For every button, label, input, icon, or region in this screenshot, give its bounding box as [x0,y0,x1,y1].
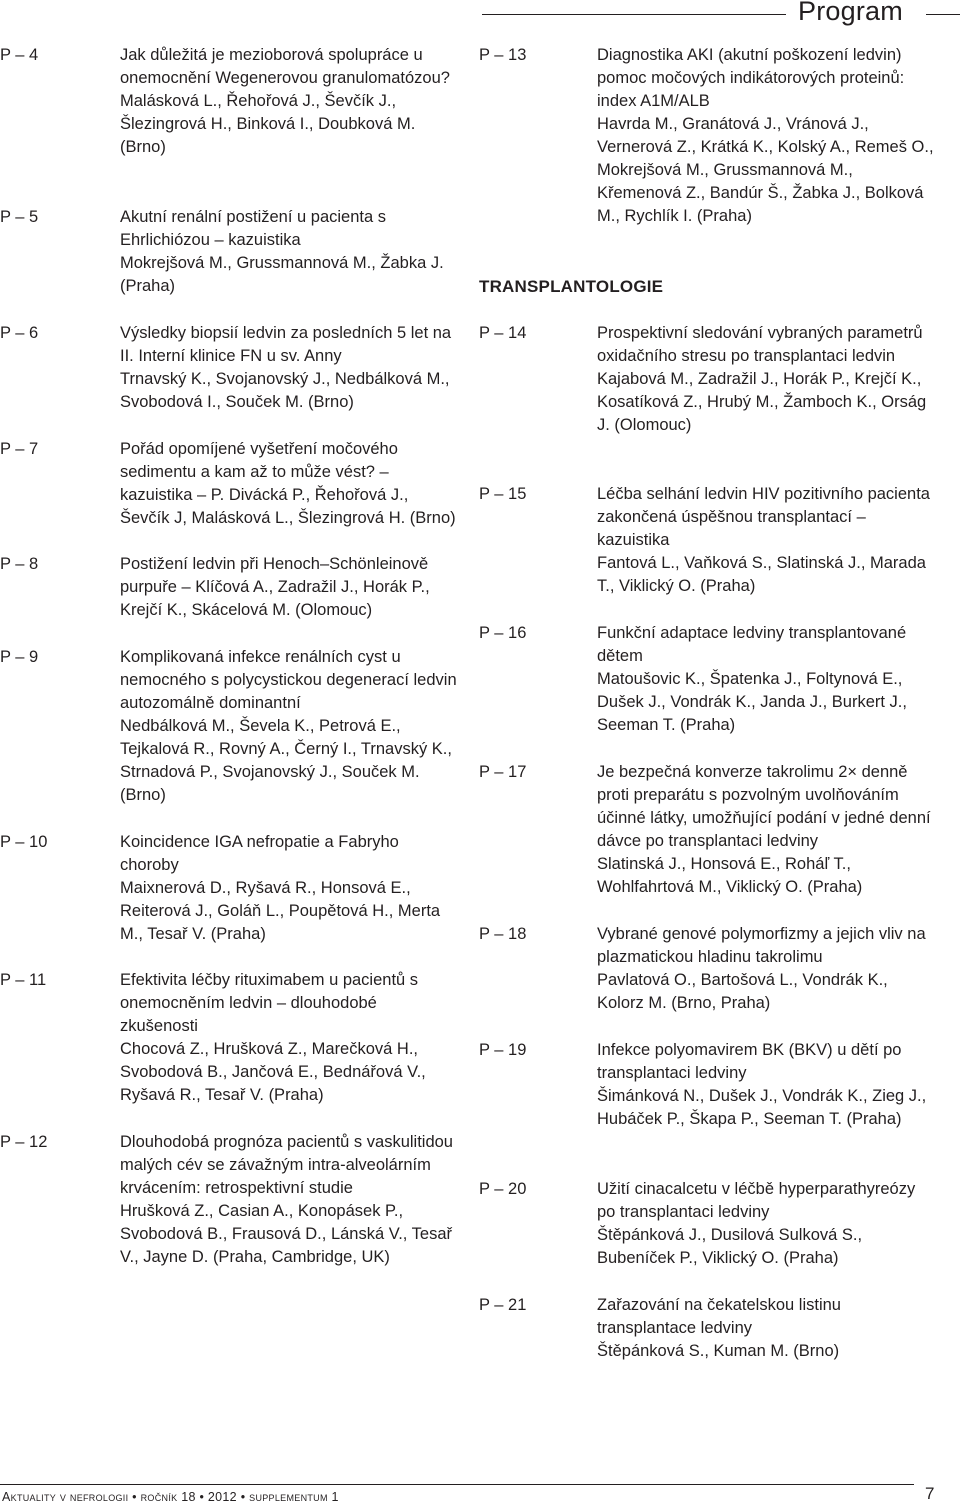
entry-title: Funkční adaptace ledviny transplantované dětem [597,624,907,665]
entry-title: Efektivita léčby rituximabem u pacientů s onemocněním ledvin – dlouhodobé zkušenosti [120,971,419,1035]
entry-title: Diagnostika AKI (akutní poškození ledvin) pomoc močových indikátorových proteinů: index A1M/ALB [597,46,905,110]
section-heading: TRANSPLANTOLOGIE [479,277,664,296]
entry-code: P – 21 [479,1296,527,1314]
entry-code: P – 12 [0,1133,48,1151]
program-entry [479,622,949,737]
left-column-p12 [0,1131,470,1269]
entry-title: Léčba selhání ledvin HIV pozitivního pacienta zakončená úspěšnou transplantací – kazuistika [597,485,930,549]
entry-code: P – 17 [479,763,527,781]
entry-authors: Nedbálková M., Ševela K., Petrová E., Tejkalová R., Rovný A., Černý I., Trnavský K., Strnadová P., Svojanovský J., Souček M. (Brno) [120,717,452,804]
right-column-p14 [479,322,949,437]
page-footer [2,1484,942,1506]
program-entry [479,761,949,899]
entry-code: P – 8 [0,555,39,573]
entry-title: Zařazování na čekatelskou listinu transplantace ledviny [597,1296,841,1337]
right-column-p17 [479,761,949,899]
program-entry [0,553,470,622]
entry-authors: Kajabová M., Zadražil J., Horák P., Krejčí K., Kosatíková Z., Hrubý M., Žamboch K., Orság J. (Olomouc) [597,370,927,434]
entry-code: P – 13 [479,46,527,64]
section-heading-block [479,275,949,298]
entry-code: P – 15 [479,485,527,503]
entry-authors: Maixnerová D., Ryšavá R., Honsová E., Reiterová J., Goláň L., Poupětová H., Merta M., Tesař V. (Praha) [120,879,441,943]
entry-title: Infekce polyomavirem BK (BKV) u dětí po transplantaci ledviny [597,1041,902,1082]
entry-code: P – 14 [479,324,527,342]
entry-body [120,553,458,622]
entry-authors: Chocová Z., Hrušková Z., Marečková H., Svobodová B., Jančová E., Bednářová V., Ryšavá R., Tesař V. (Praha) [120,1040,426,1104]
entry-title: Postižení ledvin při Henoch–Schönleinově purpuře – Klíčová A., Zadražil J., Horák P., Krejčí K., Skácelová M. (Olomouc) [120,555,430,619]
right-column-p20 [479,1178,949,1270]
left-column-p9 [0,646,470,807]
entry-authors: Hrušková Z., Casian A., Konopásek P., Svobodová B., Frausová D., Lánská V., Tesař V., Jayne D. (Praha, Cambridge, UK) [120,1202,453,1266]
entry-body [597,483,935,598]
entry-authors: Šimánková N., Dušek J., Vondrák K., Zieg J., Hubáček P., Škapa P., Seeman T. (Praha) [597,1087,927,1128]
entry-code: P – 20 [479,1180,527,1198]
program-entry [479,1039,949,1131]
entry-title: Je bezpečná konverze takrolimu 2× denně proti preparátu s pozvolným uvolňováním účinné látky, umožňující podání v jedné denní dávce po transplantaci ledviny [597,763,931,850]
program-entry [479,483,949,598]
entry-authors: Matoušovic K., Špatenka J., Foltynová E., Dušek J., Vondrák K., Janda J., Burkert J., Seeman T. (Praha) [597,670,907,734]
entry-title: Jak důležitá je mezioborová spolupráce u onemocnění Wegenerovou granulomatózou? [120,46,450,87]
entry-body [120,206,458,298]
entry-code: P – 19 [479,1041,527,1059]
left-column-p6 [0,322,470,414]
journal-citation: Aktuality v nefrologii • ročník 18 • 2012 • supplementum 1 [2,1490,339,1504]
entry-code: P – 16 [479,624,527,642]
left-column-p8 [0,553,470,622]
entry-authors: Fantová L., Vaňková S., Slatinská J., Marada T., Viklický O. (Praha) [597,554,926,595]
entry-authors: Štěpánková S., Kuman M. (Brno) [597,1342,840,1360]
entry-body [120,646,458,807]
entry-title: Užití cinacalcetu v léčbě hyperparathyreózy po transplantaci ledviny [597,1180,916,1221]
entry-body [120,1131,458,1269]
entry-body [120,969,458,1107]
entry-authors: Slatinská J., Honsová E., Roháľ T., Wohlfahrtová M., Viklický O. (Praha) [597,855,863,896]
entry-authors: Malásková L., Řehořová J., Ševčík J., Šlezingrová H., Binková I., Doubková M. (Brno) [120,92,416,156]
entry-title: Pořád opomíjené vyšetření močového sedimentu a kam až to může vést? – kazuistika – P. Divácká P., Řehořová J., Ševčík J, Malásková L., Šlezingrová H. (Brno) [120,440,456,527]
right-column-p13 [479,44,949,228]
entry-code: P – 10 [0,833,48,851]
entry-title: Komplikovaná infekce renálních cyst u nemocného s polycystickou degenerací ledvin autozomálně dominantní [120,648,457,712]
left-column-p11 [0,969,470,1107]
program-entry [479,1178,949,1270]
left-column-p10 [0,831,470,946]
entry-title: Akutní renální postižení u pacienta s Ehrlichiózou – kazuistika [120,208,386,249]
entry-code: P – 5 [0,208,39,226]
program-entry [0,322,470,414]
entry-code: P – 7 [0,440,39,458]
entry-authors: Mokrejšová M., Grussmannová M., Žabka J. (Praha) [120,254,444,295]
page-number: 7 [925,1484,935,1503]
program-entry [0,1131,470,1269]
entry-code: P – 11 [0,971,47,989]
right-column-p19 [479,1039,949,1131]
entry-code: P – 9 [0,648,39,666]
header-rule-right [926,14,960,15]
entry-authors: Štěpánková J., Dusilová Sulková S., Bubeníček P., Viklický O. (Praha) [597,1226,863,1267]
entry-code: P – 4 [0,46,39,64]
program-entry [0,438,470,530]
right-column-p18 [479,923,949,1015]
program-entry [0,646,470,807]
entry-body [120,831,458,946]
page-title: Program [798,0,903,26]
entry-title: Prospektivní sledování vybraných parametrů oxidačního stresu po transplantaci ledvin [597,324,923,365]
program-entry [479,322,949,437]
entry-body [597,761,935,899]
entry-body [120,322,458,414]
left-column-p5 [0,206,470,298]
entry-authors: Havrda M., Granátová J., Vránová J., Vernerová Z., Krátká K., Kolský A., Remeš O., Mokrejšová M., Grussmannová M., Křemenová Z., Bandúr Š., Žabka J., Bolková M., Rychlík I. (Praha) [597,115,934,225]
entry-title: Koincidence IGA nefropatie a Fabryho choroby [120,833,399,874]
program-entry [0,969,470,1107]
entry-code: P – 18 [479,925,527,943]
entry-body [597,322,935,437]
header-rule [482,14,786,15]
entry-authors: Trnavský K., Svojanovský J., Nedbálková M., Svobodová I., Souček M. (Brno) [120,370,450,411]
entry-body [597,1178,935,1270]
entry-body [120,438,458,530]
program-entry [479,923,949,1015]
entry-body [597,1294,935,1363]
entry-title: Vybrané genové polymorfizmy a jejich vliv na plazmatickou hladinu takrolimu [597,925,926,966]
right-column-p16 [479,622,949,737]
entry-authors: Pavlatová O., Bartošová L., Vondrák K., Kolorz M. (Brno, Praha) [597,971,888,1012]
right-column-p15 [479,483,949,598]
entry-code: P – 6 [0,324,39,342]
entry-body [597,1039,935,1131]
right-column-p21 [479,1294,949,1363]
entry-title: Výsledky biopsií ledvin za posledních 5 let na II. Interní klinice FN u sv. Anny [120,324,452,365]
entry-body [597,44,935,228]
entry-body [597,622,935,737]
left-column-p7 [0,438,470,530]
program-entry [479,1294,949,1363]
program-entry [0,831,470,946]
entry-title: Dlouhodobá prognóza pacientů s vaskulitidou malých cév se závažným intra-alveolárním krvácením: retrospektivní studie [120,1133,453,1197]
entry-body [597,923,935,1015]
program-entry [0,206,470,298]
footer-rule [0,1484,914,1485]
program-entry [479,44,949,228]
